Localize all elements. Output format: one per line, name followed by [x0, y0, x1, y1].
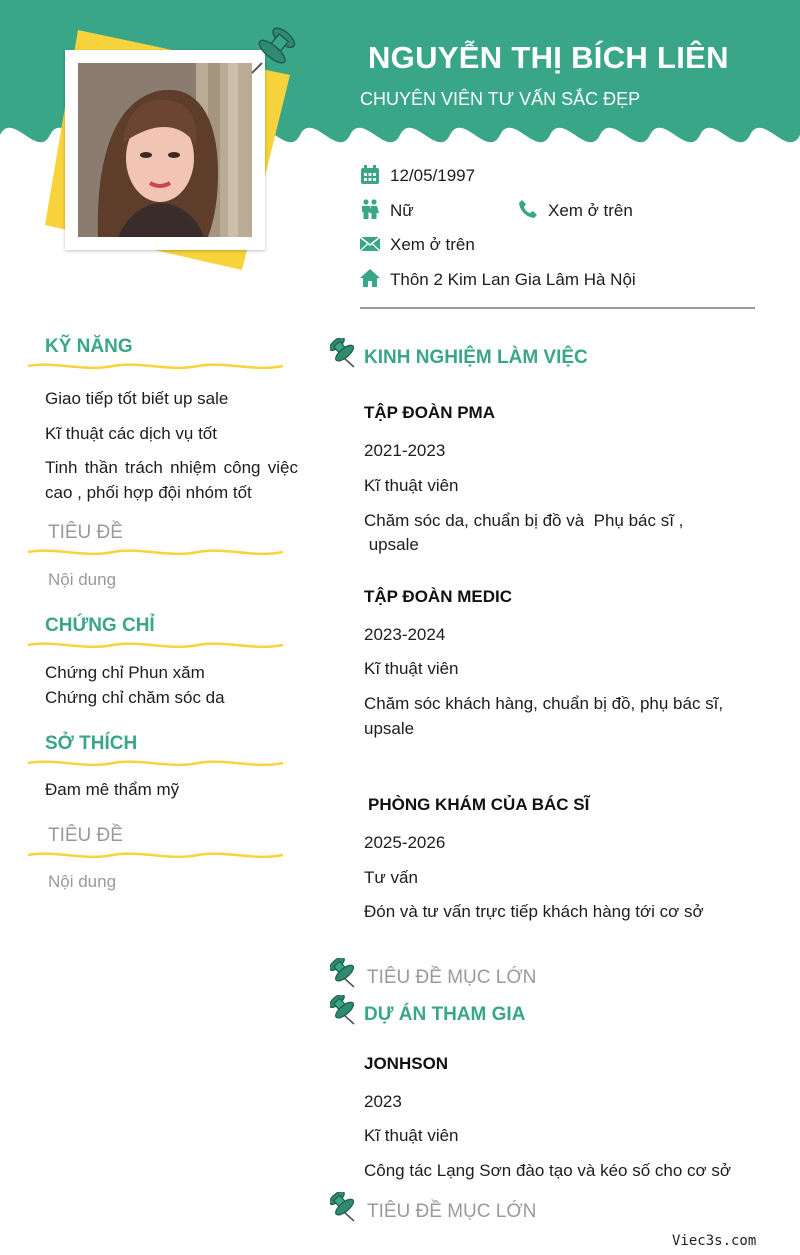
- wavy-divider: [28, 757, 283, 771]
- photo-frame: [65, 50, 265, 250]
- phone-icon: [518, 199, 538, 219]
- job-company: PHÒNG KHÁM CỦA BÁC SĨ: [368, 795, 590, 814]
- skill-item: Tinh thần trách nhiệm công việc cao , phối hợp đội nhóm tốt: [45, 458, 298, 502]
- site-watermark: Viec3s.com: [672, 1233, 757, 1249]
- project-description: Công tác Lạng Sơn đào tạo và kéo số cho cơ sở: [364, 1161, 732, 1180]
- placeholder-major-heading: TIÊU ĐỀ MỤC LỚN: [367, 967, 537, 988]
- pushpin-icon: [330, 958, 358, 988]
- wavy-divider: [28, 546, 283, 560]
- placeholder-heading: TIÊU ĐỀ: [48, 825, 123, 846]
- portrait-photo: [78, 63, 252, 237]
- candidate-name: NGUYỄN THỊ BÍCH LIÊN: [368, 40, 729, 75]
- address-value: Thôn 2 Kim Lan Gia Lâm Hà Nội: [390, 270, 636, 289]
- email-value: Xem ở trên: [390, 235, 475, 254]
- job-role: Kĩ thuật viên: [364, 476, 459, 495]
- gender-value: Nữ: [390, 201, 414, 220]
- certificate-item: Chứng chỉ Phun xăm: [45, 663, 205, 682]
- experience-heading: KINH NGHIỆM LÀM VIỆC: [364, 347, 588, 368]
- wavy-divider: [28, 849, 283, 863]
- job-description: upsale: [364, 719, 415, 738]
- project-year: 2023: [364, 1092, 402, 1111]
- job-description: Chăm sóc da, chuẩn bị đồ và Phụ bác sĩ ,: [364, 511, 684, 530]
- job-period: 2021-2023: [364, 441, 446, 460]
- pushpin-icon: [248, 25, 300, 75]
- job-role: Kĩ thuật viên: [364, 659, 459, 678]
- candidate-title: CHUYÊN VIÊN TƯ VẤN SẮC ĐẸP: [360, 89, 641, 109]
- home-icon: [360, 268, 380, 288]
- project-name: JONHSON: [364, 1054, 449, 1073]
- pushpin-icon: [330, 995, 358, 1025]
- projects-heading: DỰ ÁN THAM GIA: [364, 1004, 526, 1025]
- birthday-value: 12/05/1997: [390, 166, 476, 185]
- wavy-divider: [28, 360, 283, 374]
- job-description: Chăm sóc khách hàng, chuẩn bị đồ, phụ bác sĩ,: [364, 694, 724, 713]
- placeholder-heading: TIÊU ĐỀ: [48, 522, 123, 543]
- calendar-icon: [360, 165, 380, 185]
- skills-heading: KỸ NĂNG: [45, 336, 133, 357]
- placeholder-content: Nội dung: [48, 570, 117, 589]
- pushpin-icon: [330, 338, 358, 368]
- hobbies-heading: SỞ THÍCH: [45, 733, 138, 754]
- photo-block: [40, 25, 300, 280]
- hobby-item: Đam mê thẩm mỹ: [45, 780, 180, 799]
- wavy-divider: [28, 639, 283, 653]
- job-description: upsale: [364, 535, 419, 554]
- job-role: Tư vấn: [364, 868, 418, 887]
- project-role: Kĩ thuật viên: [364, 1126, 459, 1145]
- job-company: TẬP ĐOÀN PMA: [364, 403, 495, 422]
- job-period: 2023-2024: [364, 625, 446, 644]
- gender-icon: [360, 199, 380, 219]
- certificate-item: Chứng chỉ chăm sóc da: [45, 688, 225, 707]
- email-icon: [360, 234, 380, 254]
- placeholder-major-heading: TIÊU ĐỀ MỤC LỚN: [367, 1201, 537, 1222]
- skill-item: Giao tiếp tốt biết up sale: [45, 389, 229, 408]
- phone-value: Xem ở trên: [548, 201, 633, 220]
- job-company: TẬP ĐOÀN MEDIC: [364, 587, 512, 606]
- skill-item: Kĩ thuật các dịch vụ tốt: [45, 424, 217, 443]
- job-period: 2025-2026: [364, 833, 446, 852]
- pushpin-icon: [330, 1192, 358, 1222]
- certificates-heading: CHỨNG CHỈ: [45, 615, 155, 636]
- job-description: Đón và tư vấn trực tiếp khách hàng tới cơ sở: [364, 902, 704, 921]
- placeholder-content: Nội dung: [48, 872, 117, 891]
- header-divider: [360, 307, 755, 309]
